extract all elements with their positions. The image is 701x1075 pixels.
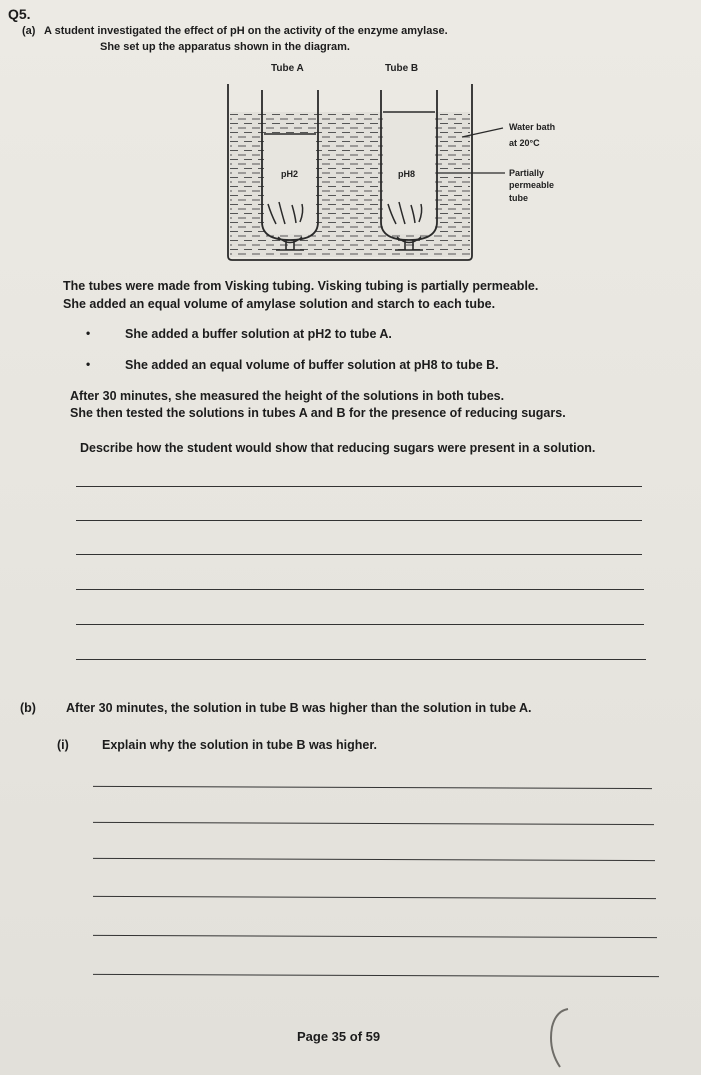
part-a-prompt: Describe how the student would show that reducing sugars were present in a solution. (80, 441, 596, 455)
tube-b-ph-label: pH8 (398, 169, 416, 179)
permeable-label-line1: Partially (509, 168, 545, 178)
bullet2-marker: • (86, 357, 91, 371)
bullet1-marker: • (86, 326, 91, 340)
tube-b (381, 90, 437, 250)
answer-line-a6[interactable] (76, 659, 646, 660)
question-number: Q5. (8, 6, 31, 22)
tube-b-label: Tube B (385, 63, 419, 74)
paragraph2-line2: She then tested the solutions in tubes A and B for the presence of reducing sugars. (70, 406, 566, 420)
water-bath-label-line2: at 20°C (509, 138, 540, 148)
bullet1-text: She added a buffer solution at pH2 to tube A. (125, 327, 392, 341)
bullet2-text: She added an equal volume of buffer solution at pH8 to tube B. (125, 358, 499, 372)
paragraph1-line2: She added an equal volume of amylase solution and starch to each tube. (63, 297, 496, 311)
pen-mark (536, 1005, 586, 1075)
part-a-intro-line2: She set up the apparatus shown in the diagram. (100, 41, 350, 53)
answer-line-a5[interactable] (76, 624, 644, 625)
answer-line-b6[interactable] (93, 974, 659, 977)
paragraph2-line1: After 30 minutes, she measured the height of the solutions in both tubes. (70, 389, 505, 403)
answer-line-b3[interactable] (93, 858, 655, 861)
answer-line-b5[interactable] (93, 935, 657, 938)
tube-a-label: Tube A (271, 63, 304, 74)
part-b-label: (b) (20, 701, 36, 715)
part-a-intro-line1: A student investigated the effect of pH on the activity of the enzyme amylase. (44, 25, 448, 37)
part-b-i-label: (i) (57, 738, 69, 752)
answer-line-a4[interactable] (76, 589, 644, 590)
answer-line-b4[interactable] (93, 896, 656, 899)
tube-a-ph-label: pH2 (281, 169, 299, 179)
part-a-label: (a) (22, 25, 36, 37)
part-b-text: After 30 minutes, the solution in tube B was higher than the solution in tube A. (66, 701, 532, 715)
paragraph1-line1: The tubes were made from Visking tubing. Visking tubing is partially permeable. (63, 279, 539, 293)
apparatus-diagram (0, 0, 701, 290)
permeable-label-line2: permeable (509, 180, 555, 190)
page-number: Page 35 of 59 (297, 1029, 381, 1044)
part-b-i-text: Explain why the solution in tube B was higher. (102, 738, 378, 752)
answer-line-a3[interactable] (76, 554, 642, 555)
answer-line-b2[interactable] (93, 822, 654, 825)
water-bath-label-line1: Water bath (509, 122, 556, 132)
answer-line-a2[interactable] (76, 520, 642, 521)
permeable-label-line3: tube (509, 193, 528, 203)
answer-line-b1[interactable] (93, 786, 652, 789)
answer-line-a1[interactable] (76, 486, 642, 487)
